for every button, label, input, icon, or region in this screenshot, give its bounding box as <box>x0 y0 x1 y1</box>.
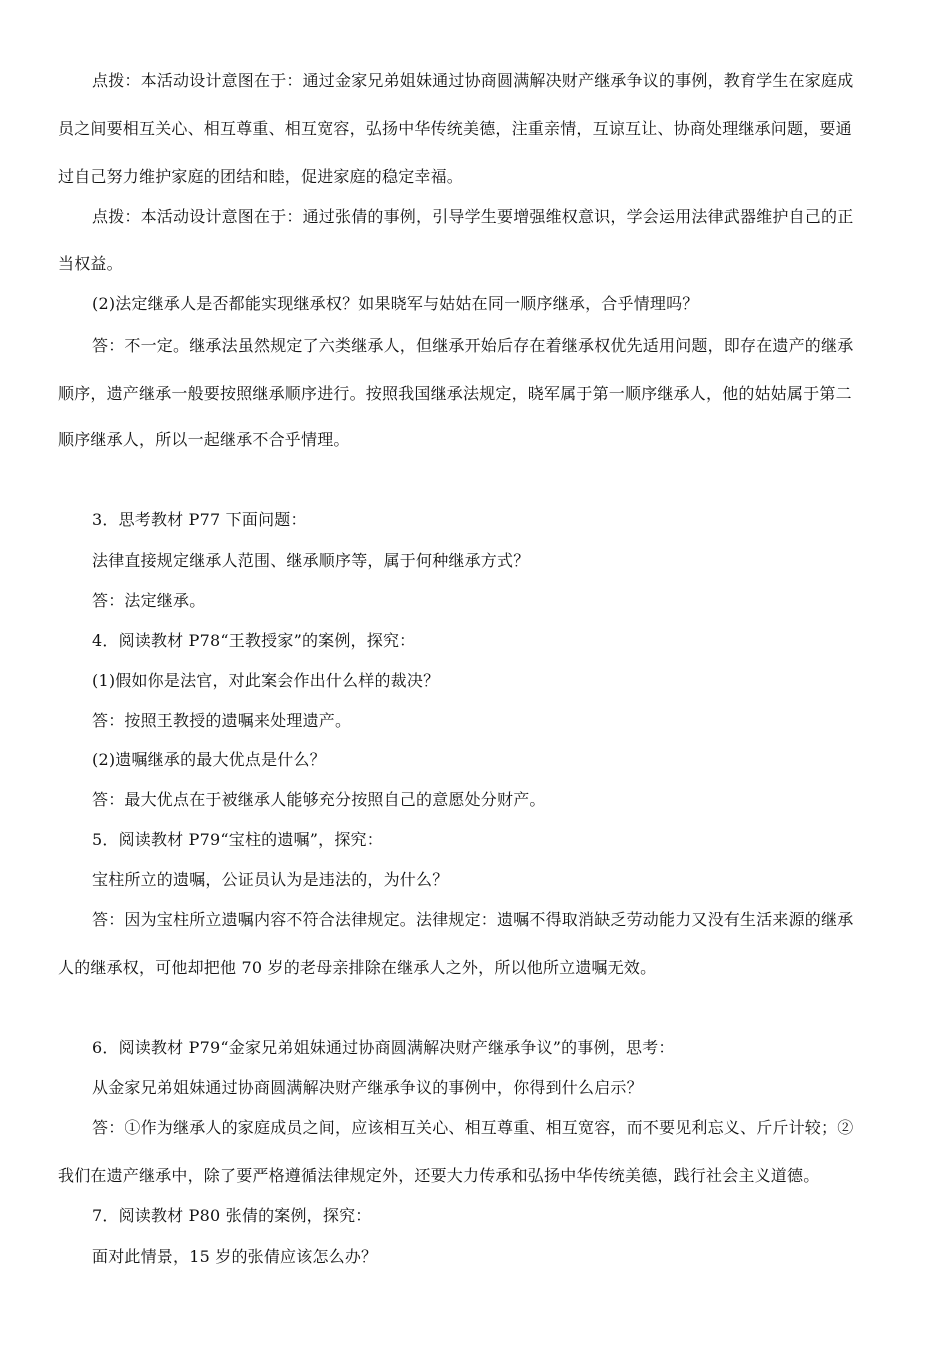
question-heading: 3．思考教材 P77 下面问题： <box>92 510 307 529</box>
answer-line: 答：法定继承。 <box>92 591 206 610</box>
answer-line: 答：①作为继承人的家庭成员之间，应该相互关心、相互尊重、相互宽容，而不要见利忘义、斤斤计较；② <box>92 1118 854 1137</box>
question-heading: 5．阅读教材 P79“宝柱的遗嘱”，探究： <box>92 830 383 849</box>
paragraph-line: 顺序继承人，所以一起继承不合乎情理。 <box>58 430 350 449</box>
question-heading: 4．阅读教材 P78“王教授家”的案例，探究： <box>92 631 416 650</box>
paragraph-line: 面对此情景，15 岁的张倩应该怎么办？ <box>92 1247 378 1266</box>
paragraph-line: 点拨：本活动设计意图在于：通过张倩的事例，引导学生要增强维权意识，学会运用法律武器维护自己的正 <box>92 207 854 226</box>
paragraph-line: (1)假如你是法官，对此案会作出什么样的裁决？ <box>92 671 440 690</box>
answer-line: 答：按照王教授的遗嘱来处理遗产。 <box>92 711 352 730</box>
paragraph-line: 我们在遗产继承中，除了要严格遵循法律规定外，还要大力传承和弘扬中华传统美德，践行社会主义道德。 <box>58 1166 820 1185</box>
answer-line: 答：最大优点在于被继承人能够充分按照自己的意愿处分财产。 <box>92 790 546 809</box>
paragraph-line: 员之间要相互关心、相互尊重、相互宽容，弘扬中华传统美德，注重亲情，互谅互让、协商处理继承问题，要通 <box>58 119 852 138</box>
paragraph-line: 顺序，遗产继承一般要按照继承顺序进行。按照我国继承法规定，晓军属于第一顺序继承人，他的姑姑属于第二 <box>58 384 852 403</box>
paragraph-line: 人的继承权，可他却把他 70 岁的老母亲排除在继承人之外，所以他所立遗嘱无效。 <box>58 958 657 977</box>
paragraph-line: 宝柱所立的遗嘱，公证员认为是违法的，为什么？ <box>92 870 449 889</box>
paragraph-line: 过自己努力维护家庭的团结和睦，促进家庭的稳定幸福。 <box>58 167 464 186</box>
paragraph-line: 法律直接规定继承人范围、继承顺序等，属于何种继承方式？ <box>92 551 530 570</box>
question-heading: 6．阅读教材 P79“金家兄弟姐妹通过协商圆满解决财产继承争议”的事例，思考： <box>92 1038 675 1057</box>
paragraph-line: 点拨：本活动设计意图在于：通过金家兄弟姐妹通过协商圆满解决财产继承争议的事例，教育学生在家庭成 <box>92 71 854 90</box>
paragraph-line: (2)法定继承人是否都能实现继承权？如果晓军与姑姑在同一顺序继承，合乎情理吗？ <box>92 294 699 313</box>
answer-line: 答：因为宝柱所立遗嘱内容不符合法律规定。法律规定：遗嘱不得取消缺乏劳动能力又没有生活来源的继承 <box>92 910 854 929</box>
paragraph-line: 答：不一定。继承法虽然规定了六类继承人，但继承开始后存在着继承权优先适用问题，即存在遗产的继承 <box>92 336 854 355</box>
paragraph-line: 从金家兄弟姐妹通过协商圆满解决财产继承争议的事例中，你得到什么启示？ <box>92 1078 643 1097</box>
paragraph-line: 当权益。 <box>58 254 123 273</box>
question-heading: 7．阅读教材 P80 张倩的案例，探究： <box>92 1206 372 1225</box>
paragraph-line: (2)遗嘱继承的最大优点是什么？ <box>92 750 326 769</box>
